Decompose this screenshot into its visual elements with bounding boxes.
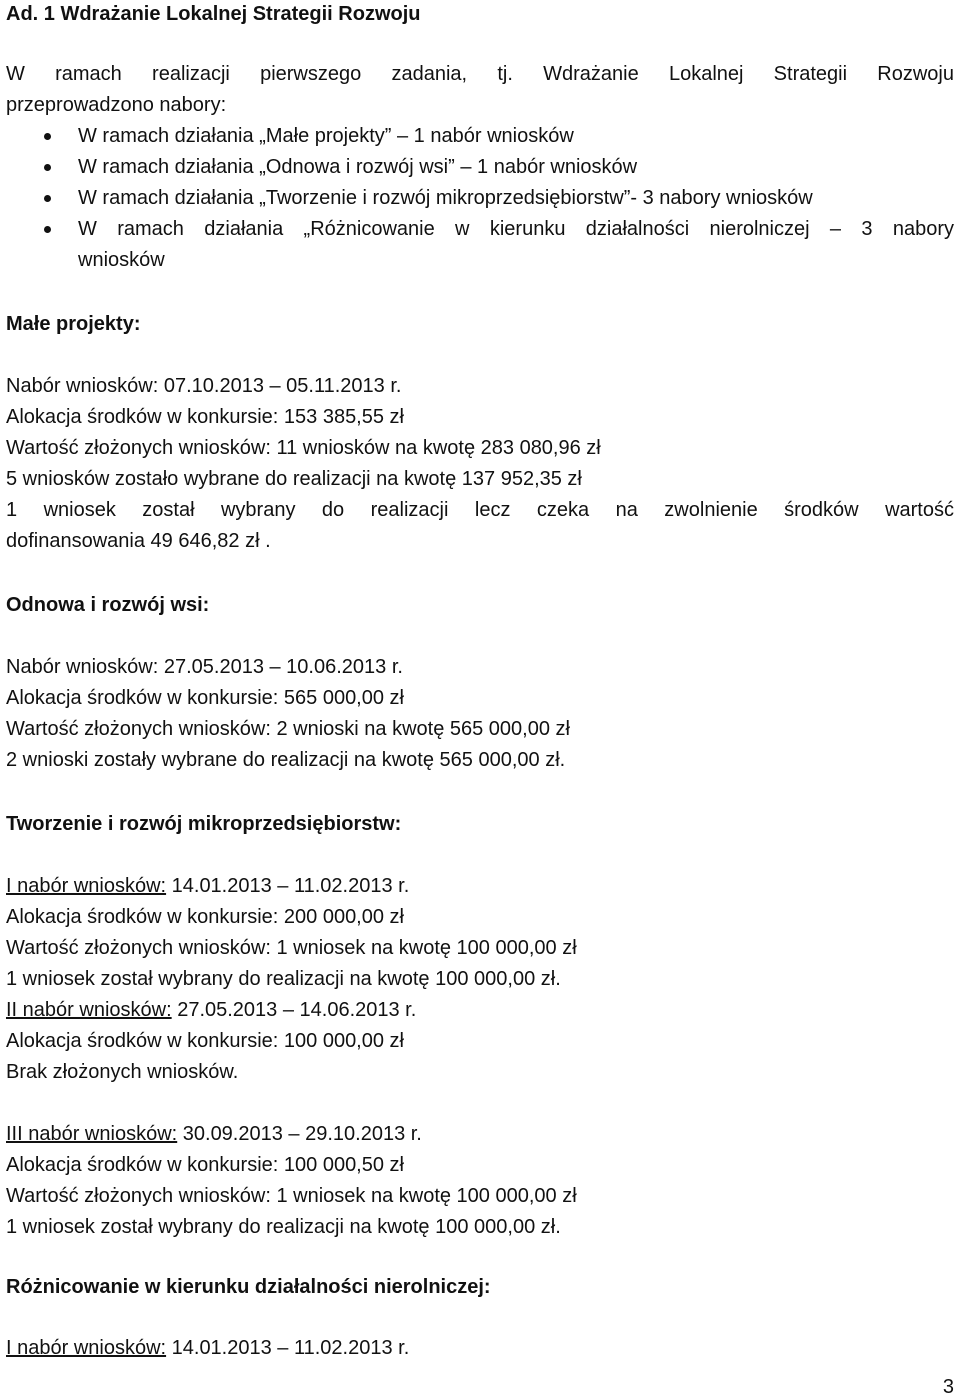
text-line: Alokacja środków w konkursie: 153 385,55 zł <box>6 406 404 428</box>
nabor-dates: 14.01.2013 – 11.02.2013 r. <box>166 1337 410 1359</box>
text-line <box>6 1122 422 1146</box>
bullet-item: W ramach działania „Tworzenie i rozwój mikroprzedsiębiorstw”- 3 nabory wniosków <box>78 187 813 209</box>
text-line: dofinansowania 49 646,82 zł . <box>6 530 271 552</box>
intro-line-1: W ramach realizacji pierwszego zadania, tj. Wdrażanie Lokalnej Strategii Rozwoju <box>6 63 954 85</box>
text-line: Brak złożonych wniosków. <box>6 1061 239 1083</box>
text-line: Wartość złożonych wniosków: 1 wniosek na kwotę 100 000,00 zł <box>6 1185 577 1207</box>
subsection-title-odnowa: Odnowa i rozwój wsi: <box>6 594 210 616</box>
nabor-dates: 27.05.2013 – 14.06.2013 r. <box>171 999 417 1021</box>
text-line <box>6 1336 409 1360</box>
subsection-title-tworzenie: Tworzenie i rozwój mikroprzedsiębiorstw: <box>6 813 402 835</box>
bullet-item-continuation: wniosków <box>78 249 165 271</box>
bullet-dot-icon <box>44 195 51 202</box>
text-line: Wartość złożonych wniosków: 11 wniosków na kwotę 283 080,96 zł <box>6 437 601 459</box>
nabor-label: II nabór wniosków: <box>6 999 172 1021</box>
text-line: Nabór wniosków: 07.10.2013 – 05.11.2013 r. <box>6 375 402 397</box>
text-line: Wartość złożonych wniosków: 2 wnioski na kwotę 565 000,00 zł <box>6 718 570 740</box>
text-line: Wartość złożonych wniosków: 1 wniosek na kwotę 100 000,00 zł <box>6 937 577 959</box>
bullet-dot-icon <box>44 164 51 171</box>
nabor-label: III nabór wniosków: <box>6 1123 178 1145</box>
nabor-dates: 30.09.2013 – 29.10.2013 r. <box>177 1123 422 1145</box>
nabor-dates: 14.01.2013 – 11.02.2013 r. <box>166 875 410 897</box>
text-line <box>6 998 416 1022</box>
text-line: Alokacja środków w konkursie: 200 000,00 zł <box>6 906 404 928</box>
text-line: Alokacja środków w konkursie: 565 000,00 zł <box>6 687 404 709</box>
bullet-dot-icon <box>44 133 51 140</box>
bullet-dot-icon <box>44 226 51 233</box>
nabor-label: I nabór wniosków: <box>6 875 167 897</box>
text-line: 5 wniosków zostało wybrane do realizacji na kwotę 137 952,35 zł <box>6 468 582 490</box>
text-line: 1 wniosek został wybrany do realizacji na kwotę 100 000,00 zł. <box>6 1216 561 1238</box>
text-line: Alokacja środków w konkursie: 100 000,00 zł <box>6 1030 404 1052</box>
section-heading: Ad. 1 Wdrażanie Lokalnej Strategii Rozwoju <box>6 3 421 25</box>
bullet-item: W ramach działania „Odnowa i rozwój wsi” – 1 nabór wniosków <box>78 156 638 178</box>
page-number: 3 <box>942 1376 954 1398</box>
text-line: 1 wniosek został wybrany do realizacji lecz czeka na zwolnienie środków wartość <box>6 499 954 521</box>
text-line: 1 wniosek został wybrany do realizacji na kwotę 100 000,00 zł. <box>6 968 561 990</box>
text-line <box>6 874 409 898</box>
bullet-item: W ramach działania „Małe projekty” – 1 nabór wniosków <box>78 125 574 147</box>
nabor-label: I nabór wniosków: <box>6 1337 167 1359</box>
bullet-item: W ramach działania „Różnicowanie w kierunku działalności nierolniczej – 3 nabory <box>78 218 954 240</box>
text-line: 2 wnioski zostały wybrane do realizacji na kwotę 565 000,00 zł. <box>6 749 566 771</box>
intro-line-2: przeprowadzono nabory: <box>6 94 227 116</box>
subsection-title-roznicowanie: Różnicowanie w kierunku działalności nierolniczej: <box>6 1276 491 1298</box>
text-line: Nabór wniosków: 27.05.2013 – 10.06.2013 r. <box>6 656 403 678</box>
subsection-title-male-projekty: Małe projekty: <box>6 313 141 335</box>
text-line: Alokacja środków w konkursie: 100 000,50 zł <box>6 1154 404 1176</box>
